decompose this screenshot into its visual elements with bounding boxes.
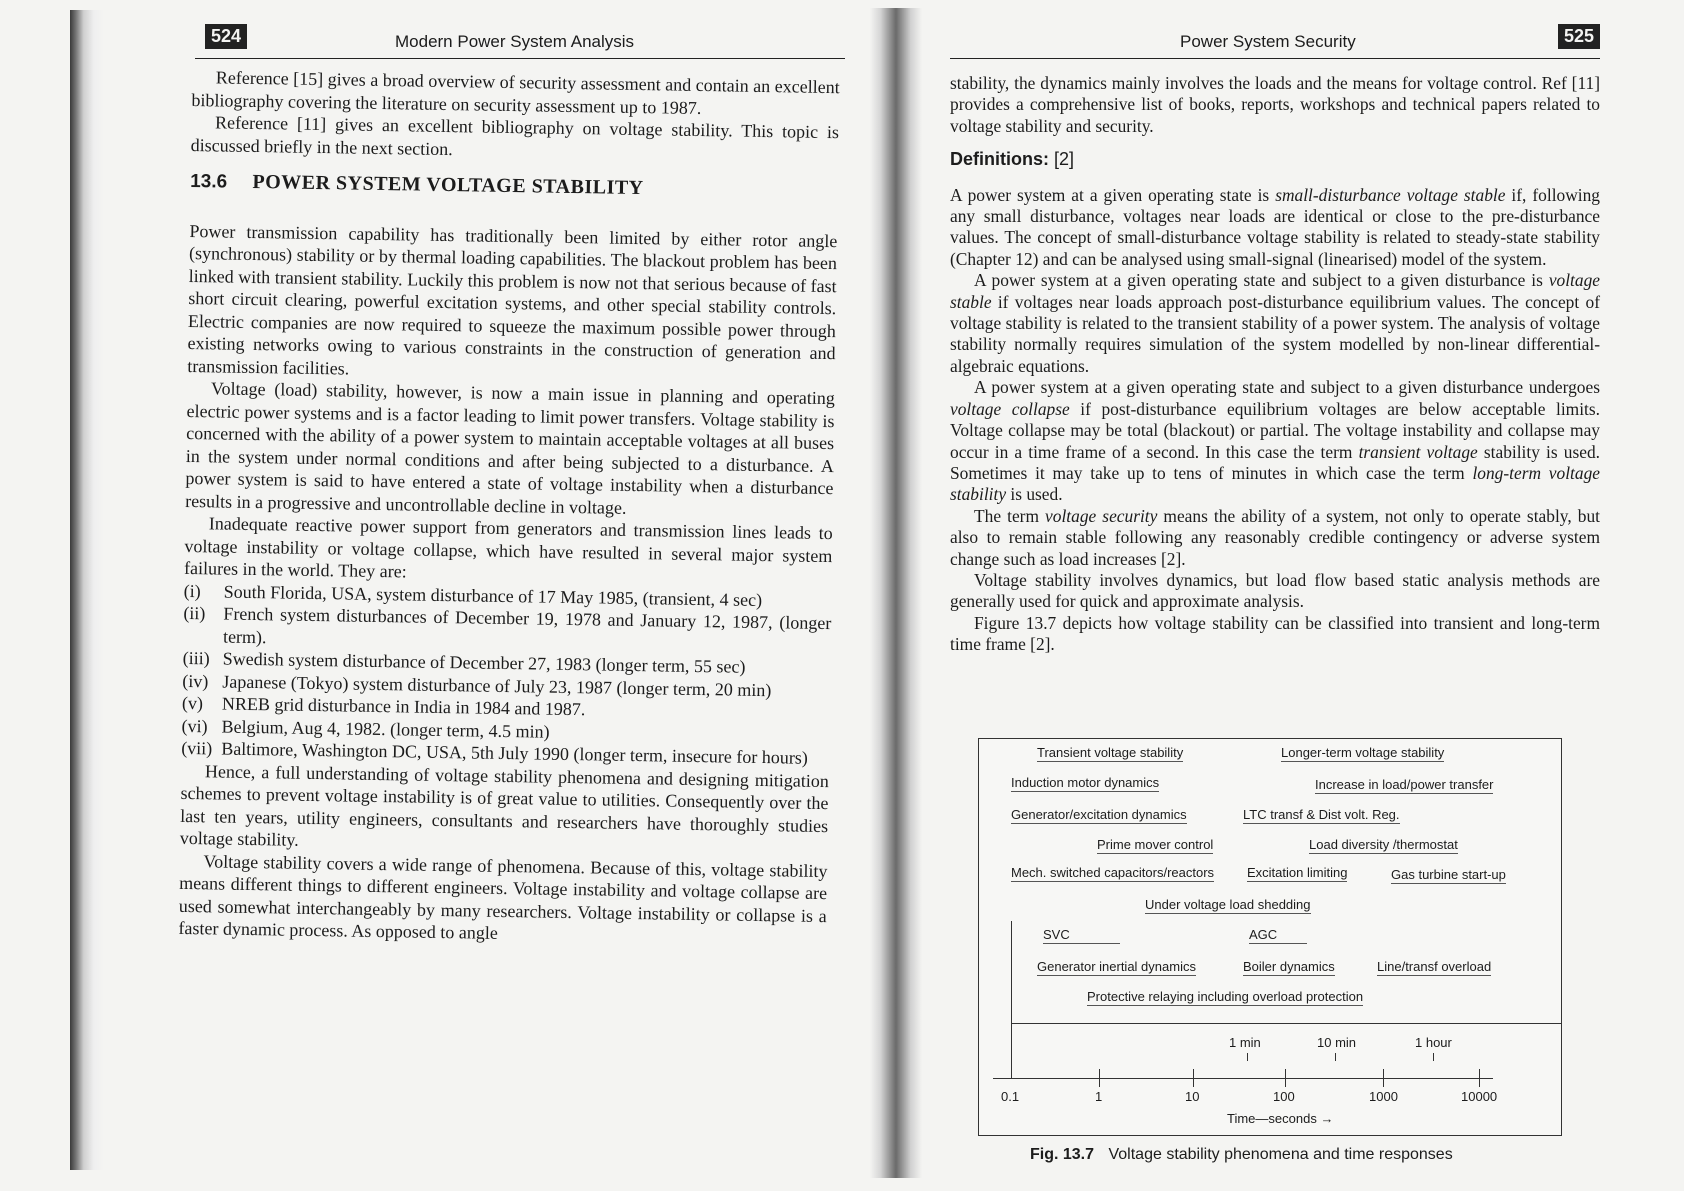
defined-term: voltage collapse bbox=[950, 398, 1070, 419]
marker-10-min: 10 min bbox=[1317, 1035, 1357, 1050]
label-under-voltage: Under voltage load shedding bbox=[1145, 897, 1311, 912]
defined-term: small-disturbance voltage stable bbox=[1275, 184, 1506, 205]
intro-paragraph: Reference [11] gives an excellent bibliography on voltage stability. This topic is discussed briefly in the next section. bbox=[190, 112, 840, 159]
running-head: Modern Power System Analysis bbox=[395, 32, 635, 51]
list-text: Baltimore, Washington DC, USA, 5th July 1990 (longer term, insecure for hours) bbox=[221, 738, 809, 768]
section-heading bbox=[190, 170, 838, 204]
definition-paragraph bbox=[950, 377, 1600, 505]
figure-divider bbox=[1011, 1023, 1561, 1024]
right-page bbox=[950, 0, 1600, 1191]
list-label: (v) bbox=[181, 692, 204, 714]
figure-bracket-line bbox=[1011, 921, 1012, 1079]
text-run: if, following any small disturbance, voltages near loads are identical or close to the pre-disturbance values. The concept of small-disturbance voltage stability is related to steady-state stability (Chapter 12) and can be analysed using small-signal (linearised) model of the system. bbox=[950, 184, 1600, 269]
axis-tick bbox=[1285, 1069, 1286, 1087]
definition-paragraph bbox=[950, 185, 1600, 271]
list-label: (iii) bbox=[182, 647, 210, 669]
text-run: means the ability of a system, not only to operate stably, but also to remain stable following any reasonably credible contingency or adverse system change such as load increases [2]. bbox=[950, 505, 1600, 569]
list-label: (vi) bbox=[181, 715, 208, 736]
right-page-body bbox=[950, 73, 1600, 656]
caption-text: Voltage stability phenomena and time responses bbox=[1108, 1146, 1453, 1163]
list-text: Swedish system disturbance of December 27, 1983 (longer term, 55 sec) bbox=[222, 648, 746, 677]
label-load-diversity: Load diversity /thermostat bbox=[1309, 837, 1458, 852]
definitions-ref: [2] bbox=[1054, 149, 1075, 170]
label-transient: Transient voltage stability bbox=[1037, 745, 1184, 760]
label-svc: SVC bbox=[1043, 927, 1120, 944]
body-paragraph: Hence, a full understanding of voltage stability phenomena and designing mitigation schemes to prevent voltage instability is of great value to utilities. Consequently over the last ten years, utility engineers, consultants and researchers have thoroughly studies voltage stability. bbox=[179, 760, 830, 850]
text-run: The term bbox=[974, 505, 1046, 526]
text-run: A power system at a given operating state is bbox=[950, 184, 1276, 205]
list-text: South Florida, USA, system disturbance of 17 May 1985, (transient, 4 sec) bbox=[223, 581, 763, 610]
marker-tick bbox=[1247, 1053, 1248, 1061]
marker-tick bbox=[1433, 1053, 1434, 1061]
axis-tick bbox=[1099, 1069, 1100, 1087]
list-text: Japanese (Tokyo) system disturbance of July 23, 1987 (longer term, 20 min) bbox=[222, 671, 772, 700]
text-run: if post-disturbance equilibrium voltages are below acceptable limits. Voltage collapse may be total (blackout) or partial. The voltage instability and collapse may occur in a time frame of a second. In this case the term bbox=[950, 398, 1600, 462]
section-number: 13.6 bbox=[190, 170, 228, 193]
list-label: (i) bbox=[183, 580, 201, 601]
body-paragraph: stability, the dynamics mainly involves the loads and the means for voltage control. Ref [11] provides a comprehensive list of books, reports, workshops and technical papers related to voltage stability and security. bbox=[950, 73, 1600, 136]
axis-tick bbox=[1383, 1069, 1384, 1087]
label-boiler-dynamics: Boiler dynamics bbox=[1243, 959, 1335, 974]
event-list bbox=[181, 579, 832, 769]
text-run: if voltages near loads approach post-disturbance equilibrium values. The concept of voltage stability is related to the transient stability of a power system. The analysis of voltage stability normally requires simulation of the system modelled by non-linear differential-algebraic equations. bbox=[950, 291, 1600, 376]
label-increase-load: Increase in load/power transfer bbox=[1315, 777, 1494, 792]
section-title: POWER SYSTEM VOLTAGE STABILITY bbox=[252, 170, 644, 200]
intro-paragraph: Reference [15] gives a broad overview of security assessment and contain an excellent bibliography covering the literature on security assessment up to 1987. bbox=[191, 67, 840, 118]
body-paragraph: Voltage (load) stability, however, is now a main issue in planning and operating electric power systems and is a factor leading to limit power transfers. Voltage stability is concerned with the ability of a power system to maintain acceptable voltages at all buses in the system under normal conditions and after being subjected to a disturbance. A power system is said to have entered a state of voltage instability when a disturbance results in a progressive and uncontrollable decline in voltage. bbox=[185, 378, 836, 518]
axis-tick-label: 100 bbox=[1273, 1089, 1295, 1104]
list-label: (ii) bbox=[183, 602, 206, 624]
label-mech-switched: Mech. switched capacitors/reactors bbox=[1011, 865, 1215, 880]
label-excitation-limiting: Excitation limiting bbox=[1247, 865, 1348, 880]
defined-term: voltage security bbox=[1045, 505, 1158, 526]
label-agc: AGC bbox=[1249, 927, 1307, 944]
text-run: stability is used. Sometimes it may take up to tens of minutes in which case the term bbox=[950, 441, 1601, 483]
list-text: Belgium, Aug 4, 1982. (longer term, 4.5 min) bbox=[221, 716, 550, 742]
marker-1-hour: 1 hour bbox=[1415, 1035, 1452, 1050]
list-text: French system disturbances of December 19, 1978 and January 12, 1987, (longer term). bbox=[222, 603, 832, 647]
defined-term: transient voltage bbox=[1358, 441, 1478, 462]
label-gas-turbine: Gas turbine start-up bbox=[1391, 867, 1506, 882]
book-gutter bbox=[870, 8, 922, 1178]
label-ltc-transf: LTC transf & Dist volt. Reg. bbox=[1243, 807, 1400, 822]
time-axis bbox=[993, 1078, 1493, 1079]
left-page-body bbox=[178, 66, 840, 950]
marker-1-min: 1 min bbox=[1229, 1035, 1261, 1050]
label-line-overload: Line/transf overload bbox=[1377, 959, 1492, 974]
list-text: NREB grid disturbance in India in 1984 and 1987. bbox=[221, 693, 586, 720]
text-run: A power system at a given operating state and subject to a given disturbance undergoes bbox=[974, 377, 1600, 398]
label-prime-mover: Prime mover control bbox=[1097, 837, 1214, 852]
list-label: (iv) bbox=[182, 670, 209, 691]
body-paragraph: Figure 13.7 depicts how voltage stability can be classified into transient and long-term time frame [2]. bbox=[950, 612, 1600, 655]
marker-tick bbox=[1335, 1053, 1336, 1061]
body-paragraph: Voltage stability involves dynamics, but load flow based static analysis methods are generally used for quick and approximate analysis. bbox=[950, 569, 1600, 612]
definitions-label: Definitions: bbox=[950, 149, 1049, 170]
text-run: A power system at a given operating state and subject to a given disturbance is bbox=[974, 270, 1549, 291]
page-header bbox=[195, 22, 845, 59]
text-run: is used. bbox=[1006, 484, 1063, 505]
defined-term: long-term voltage stability bbox=[950, 462, 1600, 505]
book-spine-left bbox=[70, 10, 104, 1170]
page-number: 525 bbox=[1558, 24, 1600, 49]
label-induction-motor: Induction motor dynamics bbox=[1011, 775, 1160, 790]
definition-paragraph bbox=[950, 506, 1600, 570]
axis-tick-label: 0.1 bbox=[1001, 1089, 1020, 1104]
definition-paragraph bbox=[950, 270, 1600, 377]
axis-tick bbox=[1193, 1069, 1194, 1087]
definitions-heading bbox=[950, 149, 1600, 170]
axis-tick-label: 1 bbox=[1095, 1089, 1103, 1104]
axis-tick bbox=[1479, 1069, 1480, 1087]
axis-label: Time—seconds → bbox=[1227, 1111, 1334, 1126]
body-paragraph: Inadequate reactive power support from generators and transmission lines leads to voltage instability or voltage collapse, which have resulted in several major system failures in the world. They are: bbox=[183, 513, 833, 582]
page-number: 524 bbox=[205, 24, 247, 49]
label-longer-term: Longer-term voltage stability bbox=[1281, 745, 1445, 760]
figure-caption bbox=[1030, 1146, 1453, 1164]
axis-label-text: Time—seconds bbox=[1227, 1111, 1317, 1126]
figure-13-7 bbox=[978, 738, 1562, 1136]
defined-term: voltage stable bbox=[950, 270, 1600, 312]
running-head: Power System Security bbox=[1180, 32, 1356, 51]
label-generator-excitation: Generator/excitation dynamics bbox=[1011, 807, 1187, 822]
axis-tick-label: 10 bbox=[1185, 1089, 1200, 1104]
caption-number: Fig. 13.7 bbox=[1030, 1146, 1095, 1163]
label-protective-relaying: Protective relaying including overload protection bbox=[1087, 989, 1364, 1004]
list-label: (vii) bbox=[181, 737, 213, 759]
page-header bbox=[950, 22, 1600, 59]
left-page bbox=[180, 0, 850, 1191]
body-paragraph: Voltage stability covers a wide range of phenomena. Because of this, voltage stability means different things to different engineers. Voltage instability and voltage collapse are used somewhat interchangeably by many researchers. Voltage instability or collapse is a faster dynamic process. As opposed to angle bbox=[178, 850, 828, 943]
body-paragraph: Power transmission capability has traditionally been limited by either rotor angle (synchronous) stability or by thermal loading capabilities. The blackout problem has been linked with transient stability. Luckily this problem is now not that serious because of fast short circuit clearing, powerful excitation systems, and other special stability controls. Electric companies are now required to squeeze the maximum possible power through existing networks owing to various constraints in the construction of generation and transmission facilities. bbox=[187, 220, 838, 379]
axis-tick-label: 1000 bbox=[1369, 1089, 1398, 1104]
axis-tick-label: 10000 bbox=[1461, 1089, 1498, 1104]
label-generator-inertial: Generator inertial dynamics bbox=[1037, 959, 1196, 974]
